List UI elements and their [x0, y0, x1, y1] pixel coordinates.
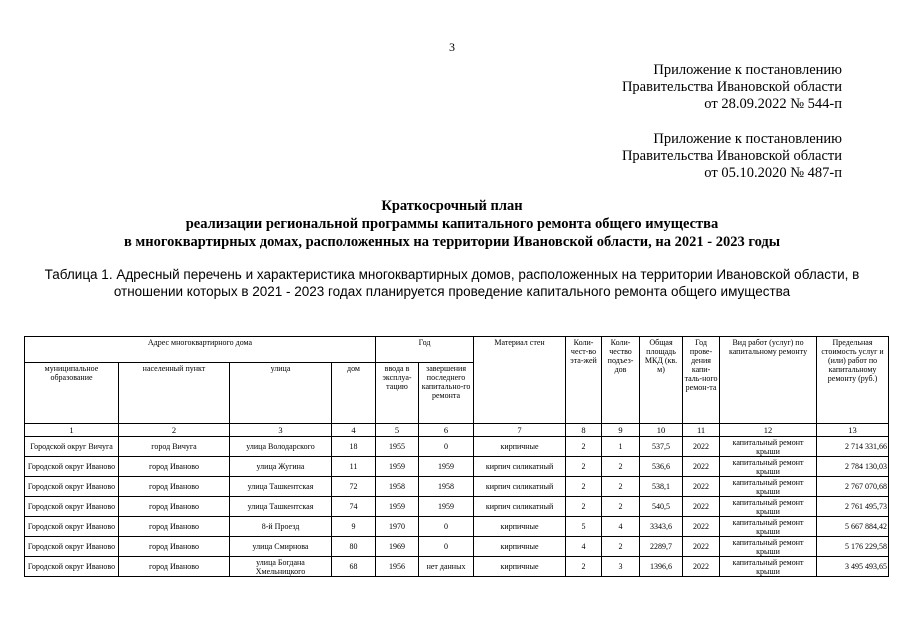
last-repair-year-cell: 0: [419, 517, 474, 537]
municipality-cell: Городской округ Иваново: [25, 477, 119, 497]
table-row: [25, 457, 889, 477]
floors-cell: 2: [566, 557, 602, 577]
header-floors: Коли-чест-во эта-жей: [566, 337, 602, 424]
header-max-cost: Предельная стоимость услуг и (или) работ по капитальному ремонту (руб.): [817, 337, 889, 424]
header-municipality: муниципальное образование: [25, 363, 119, 424]
works-type-cell: капитальный ремонт крыши: [720, 517, 817, 537]
entrances-cell: 2: [602, 457, 640, 477]
plan-title-line: реализации региональной программы капитального ремонта общего имущества: [185, 216, 719, 232]
last-repair-year-cell: нет данных: [419, 557, 474, 577]
total-area-cell: 1396,6: [640, 557, 683, 577]
address-table: [24, 336, 889, 577]
header-wall-material: Материал стен: [474, 337, 566, 424]
table-row: [25, 517, 889, 537]
last-repair-year-cell: 0: [419, 437, 474, 457]
max-cost-cell: 2 767 070,68: [817, 477, 889, 497]
column-number: 6: [419, 424, 474, 437]
max-cost-cell: 5 667 884,42: [817, 517, 889, 537]
column-number: 1: [25, 424, 119, 437]
column-number: 8: [566, 424, 602, 437]
header-commission-year: ввода в эксплуа-тацию: [376, 363, 419, 424]
column-number: 5: [376, 424, 419, 437]
header-locality: населенный пункт: [119, 363, 230, 424]
table-row: [25, 437, 889, 457]
floors-cell: 2: [566, 497, 602, 517]
street-cell: улица Ташкентская: [230, 497, 332, 517]
floors-cell: 4: [566, 537, 602, 557]
street-cell: улица Ташкентская: [230, 477, 332, 497]
house-cell: 72: [332, 477, 376, 497]
floors-cell: 2: [566, 457, 602, 477]
table-row: [25, 477, 889, 497]
works-type-cell: капитальный ремонт крыши: [720, 457, 817, 477]
appendix-line: Правительства Ивановской области: [621, 79, 842, 95]
header-address: Адрес многоквартирного дома: [25, 337, 376, 363]
locality-cell: город Иваново: [119, 517, 230, 537]
repair-year-cell: 2022: [683, 457, 720, 477]
appendix-block-original: [622, 131, 842, 182]
last-repair-year-cell: 0: [419, 537, 474, 557]
appendix-block-current: [622, 62, 842, 113]
house-cell: 9: [332, 517, 376, 537]
commission-year-cell: 1956: [376, 557, 419, 577]
column-number: 11: [683, 424, 720, 437]
table-caption: Таблица 1. Адресный перечень и характеристика многоквартирных домов, расположенных на территории Ивановской области, в отношении которых в 2021 - 2023 годах планируется проведение капитального ремонта общего имущества: [44, 267, 860, 299]
header-house: дом: [332, 363, 376, 424]
total-area-cell: 537,5: [640, 437, 683, 457]
repair-year-cell: 2022: [683, 497, 720, 517]
commission-year-cell: 1959: [376, 497, 419, 517]
floors-cell: 5: [566, 517, 602, 537]
house-cell: 80: [332, 537, 376, 557]
works-type-cell: капитальный ремонт крыши: [720, 557, 817, 577]
locality-cell: город Вичуга: [119, 437, 230, 457]
repair-year-cell: 2022: [683, 517, 720, 537]
repair-year-cell: 2022: [683, 557, 720, 577]
total-area-cell: 538,1: [640, 477, 683, 497]
floors-cell: 2: [566, 437, 602, 457]
house-cell: 68: [332, 557, 376, 577]
municipality-cell: Городской округ Иваново: [25, 457, 119, 477]
repair-year-cell: 2022: [683, 437, 720, 457]
plan-title-line: Краткосрочный план: [381, 198, 523, 214]
header-last-repair-year: завершения последнего капитально-го ремонта: [419, 363, 474, 424]
repair-year-cell: 2022: [683, 477, 720, 497]
entrances-cell: 4: [602, 517, 640, 537]
plan-title-line: в многоквартирных домах, расположенных на территории Ивановской области, на 2021 - 2023 годы: [123, 234, 781, 250]
header-works-type: Вид работ (услуг) по капитальному ремонту: [720, 337, 817, 424]
max-cost-cell: 5 176 229,58: [817, 537, 889, 557]
max-cost-cell: 2 784 130,03: [817, 457, 889, 477]
last-repair-year-cell: 1959: [419, 457, 474, 477]
column-number-row: [25, 424, 889, 437]
last-repair-year-cell: 1959: [419, 497, 474, 517]
header-year: Год: [376, 337, 474, 363]
commission-year-cell: 1970: [376, 517, 419, 537]
entrances-cell: 2: [602, 497, 640, 517]
column-number: 13: [817, 424, 889, 437]
header-street: улица: [230, 363, 332, 424]
column-number: 3: [230, 424, 332, 437]
commission-year-cell: 1958: [376, 477, 419, 497]
locality-cell: город Иваново: [119, 477, 230, 497]
works-type-cell: капитальный ремонт крыши: [720, 477, 817, 497]
entrances-cell: 2: [602, 477, 640, 497]
municipality-cell: Городской округ Иваново: [25, 537, 119, 557]
works-type-cell: капитальный ремонт крыши: [720, 497, 817, 517]
commission-year-cell: 1969: [376, 537, 419, 557]
locality-cell: город Иваново: [119, 537, 230, 557]
plan-title: [0, 197, 904, 251]
wall-material-cell: кирпич силикатный: [474, 477, 566, 497]
header-entrances: Коли-чество подъез-дов: [602, 337, 640, 424]
max-cost-cell: 2 761 495,73: [817, 497, 889, 517]
street-cell: улица Богдана Хмельницкого: [230, 557, 332, 577]
entrances-cell: 3: [602, 557, 640, 577]
entrances-cell: 1: [602, 437, 640, 457]
column-number: 12: [720, 424, 817, 437]
appendix-line: Правительства Ивановской области: [621, 148, 842, 164]
appendix-line: от 05.10.2020 № 487-п: [704, 165, 842, 181]
header-repair-year: Год прове-дения капи-таль-ного ремон-та: [683, 337, 720, 424]
locality-cell: город Иваново: [119, 497, 230, 517]
max-cost-cell: 3 495 493,65: [817, 557, 889, 577]
column-number: 4: [332, 424, 376, 437]
street-cell: улица Володарского: [230, 437, 332, 457]
last-repair-year-cell: 1958: [419, 477, 474, 497]
appendix-line: Приложение к постановлению: [653, 131, 842, 147]
appendix-line: Приложение к постановлению: [653, 62, 842, 78]
locality-cell: город Иваново: [119, 557, 230, 577]
wall-material-cell: кирпичные: [474, 557, 566, 577]
locality-cell: город Иваново: [119, 457, 230, 477]
wall-material-cell: кирпич силикатный: [474, 497, 566, 517]
wall-material-cell: кирпичные: [474, 517, 566, 537]
municipality-cell: Городской округ Иваново: [25, 517, 119, 537]
column-number: 9: [602, 424, 640, 437]
column-number: 2: [119, 424, 230, 437]
total-area-cell: 540,5: [640, 497, 683, 517]
wall-material-cell: кирпич силикатный: [474, 457, 566, 477]
municipality-cell: Городской округ Вичуга: [25, 437, 119, 457]
wall-material-cell: кирпичные: [474, 437, 566, 457]
total-area-cell: 536,6: [640, 457, 683, 477]
floors-cell: 2: [566, 477, 602, 497]
works-type-cell: капитальный ремонт крыши: [720, 537, 817, 557]
header-total-area: Общая площадь МКД (кв. м): [640, 337, 683, 424]
column-number: 10: [640, 424, 683, 437]
max-cost-cell: 2 714 331,66: [817, 437, 889, 457]
repair-year-cell: 2022: [683, 537, 720, 557]
street-cell: 8-й Проезд: [230, 517, 332, 537]
works-type-cell: капитальный ремонт крыши: [720, 437, 817, 457]
commission-year-cell: 1959: [376, 457, 419, 477]
house-cell: 11: [332, 457, 376, 477]
street-cell: улица Смирнова: [230, 537, 332, 557]
total-area-cell: 3343,6: [640, 517, 683, 537]
page-number: 3: [449, 40, 455, 54]
house-cell: 18: [332, 437, 376, 457]
municipality-cell: Городской округ Иваново: [25, 557, 119, 577]
table-row: [25, 557, 889, 577]
commission-year-cell: 1955: [376, 437, 419, 457]
street-cell: улица Жугина: [230, 457, 332, 477]
appendix-line: от 28.09.2022 № 544-п: [704, 96, 842, 112]
table-row: [25, 497, 889, 517]
total-area-cell: 2289,7: [640, 537, 683, 557]
wall-material-cell: кирпичные: [474, 537, 566, 557]
table-row: [25, 537, 889, 557]
municipality-cell: Городской округ Иваново: [25, 497, 119, 517]
column-number: 7: [474, 424, 566, 437]
house-cell: 74: [332, 497, 376, 517]
entrances-cell: 2: [602, 537, 640, 557]
